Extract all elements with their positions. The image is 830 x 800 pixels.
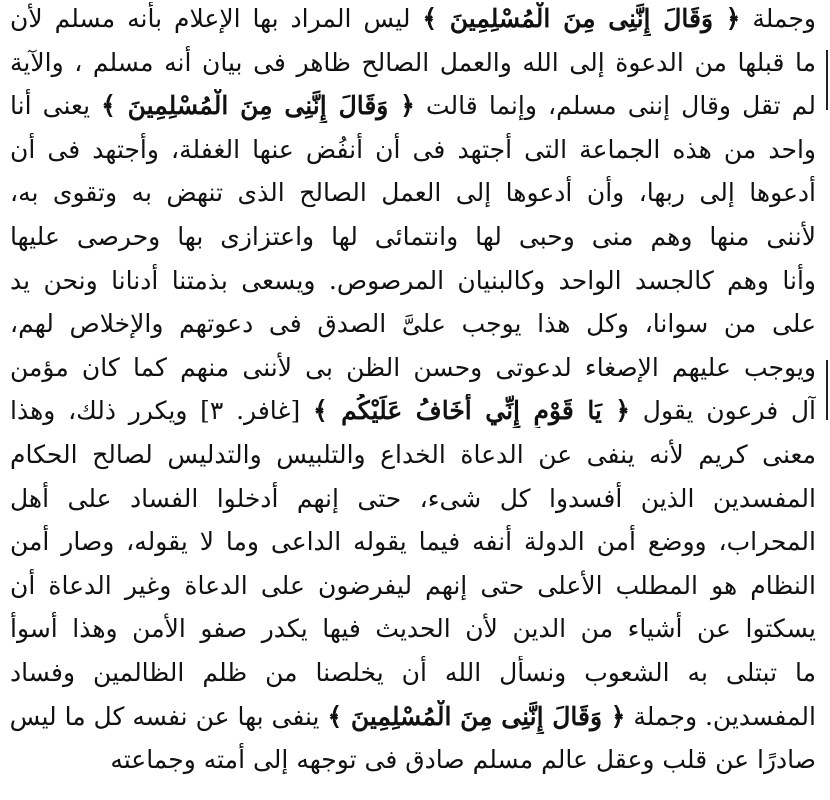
quran-verse: ﴿ يَا قَوْمِ إِنِّي أَخَافُ عَلَيْكُم ﴾ bbox=[312, 396, 631, 426]
text-line bbox=[10, 176, 816, 210]
text-run: على من سوانا، وكل هذا يوجب علىَّ الصدق فى دعوتهم والإخلاص لهم، bbox=[10, 309, 816, 339]
text-line bbox=[10, 133, 816, 167]
page-edge-mark bbox=[826, 360, 828, 420]
text-run: وأنا وهم كالجسد الواحد وكالبنيان المرصوص. ويسعى بذمتنا أدنانا ونحن يد bbox=[10, 265, 816, 295]
text-line bbox=[10, 220, 816, 254]
text-run: [غافر. ٣] ويكرر ذلك، وهذا bbox=[10, 396, 313, 426]
text-run: ما قبلها من الدعوة إلى الله والعمل الصالح ظاهر فى بيان أنه مسلم ، والآية bbox=[10, 47, 816, 77]
text-line bbox=[10, 612, 816, 646]
text-line bbox=[10, 525, 816, 559]
text-line bbox=[10, 656, 816, 690]
text-run: ينفى بها عن نفسه كل ما ليس bbox=[10, 701, 328, 731]
text-run: لم تقل وقال إننى مسلم، وإنما قالت bbox=[414, 91, 816, 121]
text-line bbox=[10, 569, 816, 603]
text-line bbox=[10, 89, 816, 123]
text-run: النظام هو المطلب الأعلى حتى إنهم ليفرضون على الدعاة وغير الدعاة أن bbox=[10, 570, 816, 600]
text-line bbox=[10, 394, 816, 428]
quran-verse: ﴿ وَقَالَ إِنَّنِى مِنَ الْمُسْلِمِينَ ﴾ bbox=[422, 4, 741, 33]
text-run: يسكتوا عن أشياء من الدين لأن الحديث فيها يكدر صفو الأمن وهذا أسوأ bbox=[10, 614, 816, 644]
text-run: واحد من هذه الجماعة التى أجتهد فى أن أنفُض عنها الغفلة، وأجتهد فى أن bbox=[10, 134, 816, 164]
text-run: ما تبتلى به الشعوب ونسأل الله أن يخلصنا من ظلم الظالمين وفساد bbox=[10, 658, 816, 687]
text-run: لأننى منها وهم منى وحبى لها وانتمائى لها واعتزازى بها وحرصى عليها bbox=[10, 222, 816, 251]
text-line bbox=[10, 482, 816, 516]
text-line bbox=[10, 264, 816, 298]
book-page bbox=[10, 0, 816, 800]
text-run: المفسدين. وجملة bbox=[625, 701, 816, 731]
text-run: ليس المراد بها الإعلام بأنه مسلم لأن bbox=[10, 4, 423, 33]
text-run: صادرًا عن قلب وعقل عالم مسلم صادق فى توجهه إلى أمته وجماعته bbox=[110, 745, 816, 775]
text-line bbox=[10, 46, 816, 80]
page-edge-mark bbox=[826, 50, 828, 110]
text-run: المحراب، ووضع أمن الدولة أنفه فيما يقوله الداعى وما لا يقوله، وصار أمن bbox=[10, 527, 816, 557]
quran-verse: ﴿ وَقَالَ إِنَّنِى مِنَ الْمُسْلِمِينَ ﴾ bbox=[101, 91, 415, 121]
text-line bbox=[10, 2, 816, 36]
text-line bbox=[10, 438, 816, 472]
text-line bbox=[10, 743, 816, 777]
text-run: أدعوها إلى ربها، وأن أدعوها إلى العمل الصالح الذى تنهض به وتقوى به، bbox=[10, 178, 816, 208]
text-run: وجملة bbox=[740, 4, 816, 33]
text-run: معنى كريم لأنه ينفى عن الدعاة الخداع والتلبيس والتدليس لصالح الحكام bbox=[10, 440, 816, 469]
text-line bbox=[10, 307, 816, 341]
text-run: آل فرعون يقول bbox=[630, 396, 816, 426]
quran-verse: ﴿ وَقَالَ إِنَّنِى مِنَ الْمُسْلِمِينَ ﴾ bbox=[327, 701, 626, 731]
text-run: يعنى أنا bbox=[10, 91, 102, 121]
text-line bbox=[10, 700, 816, 734]
text-run: ويوجب عليهم الإصغاء لدعوتى وحسن الظن بى لأننى منهم كما كان مؤمن bbox=[10, 352, 816, 382]
text-run: المفسدين الذين أفسدوا كل شىء، حتى إنهم أدخلوا الفساد على أهل bbox=[10, 483, 816, 513]
text-line bbox=[10, 351, 816, 385]
